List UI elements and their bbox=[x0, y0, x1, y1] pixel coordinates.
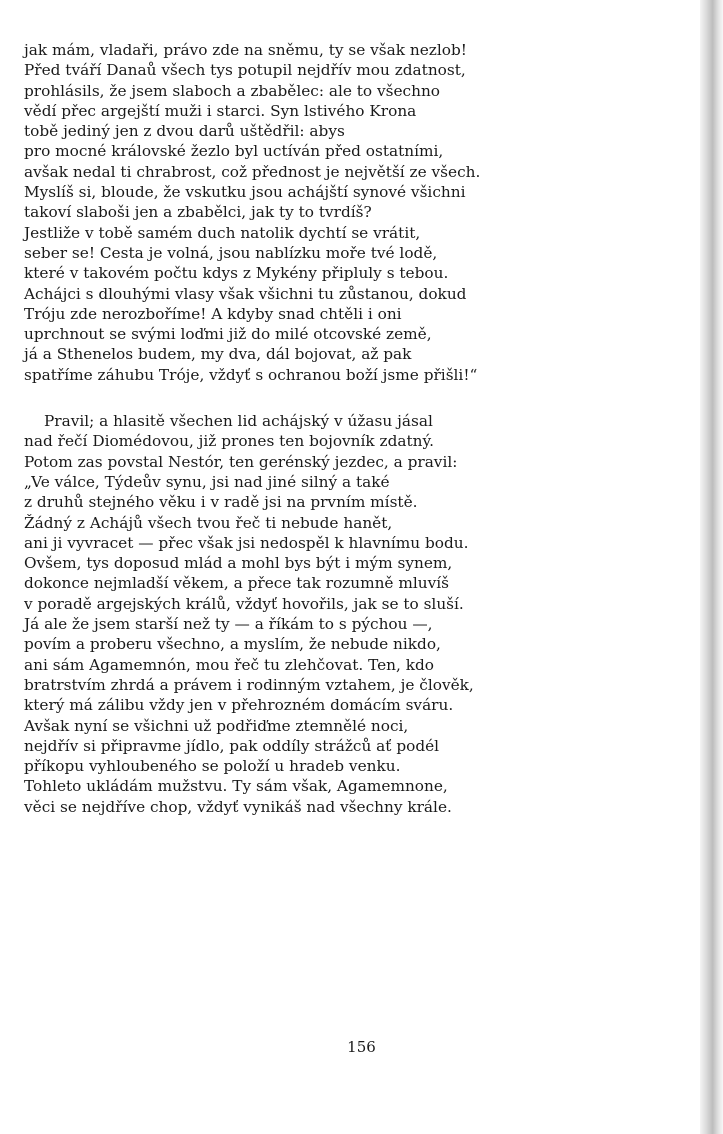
text-line: ani ji vyvracet — přec však jsi nedospěl k hlavnímu bodu. bbox=[24, 533, 469, 552]
text-line: z druhů stejného věku i v radě jsi na prvním místě. bbox=[24, 493, 418, 512]
text-line: povím a proberu všechno, a myslím, že nebude nikdo, bbox=[24, 635, 441, 654]
text-line: Před tváří Danaů všech tys potupil nejdřív mou zdatnost, bbox=[24, 61, 466, 80]
paragraph bbox=[24, 40, 664, 385]
text-line: takoví slaboši jen a zbabělci, jak ty to tvrdíš? bbox=[24, 203, 372, 222]
text-line: Potom zas povstal Nestór, ten gerénský jezdec, a pravil: bbox=[24, 452, 458, 471]
text-line: „Ve válce, Týdeův synu, jsi nad jiné silný a také bbox=[24, 472, 390, 491]
text-line: v poradě argejských králů, vždyť hovořils, jak se to sluší. bbox=[24, 594, 464, 613]
text-line: věci se nejdříve chop, vždyť vynikáš nad všechny krále. bbox=[24, 797, 452, 816]
text-line: prohlásils, že jsem slaboch a zbabělec: ale to všechno bbox=[24, 81, 441, 100]
text-line: Pravil; a hlasitě všechen lid achájský v úžasu jásal bbox=[44, 412, 433, 431]
body-text bbox=[24, 40, 664, 817]
text-line: Tohleto ukládám mužstvu. Ty sám však, Agamemnone, bbox=[24, 777, 448, 796]
paragraph bbox=[24, 411, 664, 817]
text-line: bratrstvím zhrdá a právem i rodinným vztahem, je člověk, bbox=[24, 675, 474, 694]
paragraph-gap bbox=[24, 385, 664, 411]
text-line: seber se! Cesta je volná, jsou nablízku moře tvé lodě, bbox=[24, 243, 438, 262]
book-spine-shadow bbox=[700, 0, 723, 1134]
text-line: pro mocné královské žezlo byl uctíván před ostatními, bbox=[24, 142, 444, 161]
text-line: Já ale že jsem starší než ty — a říkám to s pýchou —, bbox=[24, 615, 433, 634]
text-line: jak mám, vladaři, právo zde na sněmu, ty se však nezlob! bbox=[24, 41, 467, 59]
text-line: nad řečí Diomédovou, již prones ten bojovník zdatný. bbox=[24, 432, 434, 451]
text-line: Avšak nyní se všichni už podřiďme ztemnělé noci, bbox=[24, 716, 409, 735]
text-line: vědí přec argejští muži i starci. Syn lstivého Krona bbox=[24, 101, 417, 120]
text-line: já a Sthenelos budem, my dva, dál bojovat, až pak bbox=[24, 345, 412, 364]
page-number: 156 bbox=[347, 1038, 376, 1056]
text-line: spatříme záhubu Tróje, vždyť s ochranou boží jsme přišli!“ bbox=[24, 365, 478, 384]
text-line: dokonce nejmladší věkem, a přece tak rozumně mluvíš bbox=[24, 574, 449, 593]
text-line: které v takovém počtu kdys z Mykény připluly s tebou. bbox=[24, 264, 449, 283]
text-line: Tróju zde nerozboříme! A kdyby snad chtěli i oni bbox=[24, 304, 402, 323]
text-line: ani sám Agamemnón, mou řeč tu zlehčovat. Ten, kdo bbox=[24, 655, 434, 674]
text-line: příkopu vyhloubeného se položí u hradeb venku. bbox=[24, 757, 401, 776]
text-line: Jestliže v tobě samém duch natolik dychtí se vrátit, bbox=[24, 223, 421, 242]
text-line: tobě jediný jen z dvou darů uštědřil: abys bbox=[24, 122, 345, 141]
text-line: nejdřív si připravme jídlo, pak oddíly strážců ať podél bbox=[24, 736, 440, 755]
text-line: který má zálibu vždy jen v přehrozném domácím sváru. bbox=[24, 696, 454, 715]
text-line: Ovšem, tys doposud mlád a mohl bys být i mým synem, bbox=[24, 554, 453, 573]
text-line: uprchnout se svými loďmi již do milé otcovské země, bbox=[24, 325, 432, 344]
text-line: Žádný z Achájů všech tvou řeč ti nebude hanět, bbox=[24, 513, 393, 532]
text-line: Achájci s dlouhými vlasy však všichni tu zůstanou, dokud bbox=[24, 284, 467, 303]
text-line: Myslíš si, bloude, že vskutku jsou achájští synové všichni bbox=[24, 183, 466, 202]
text-line: avšak nedal ti chrabrost, což přednost je největší ze všech. bbox=[24, 162, 481, 181]
